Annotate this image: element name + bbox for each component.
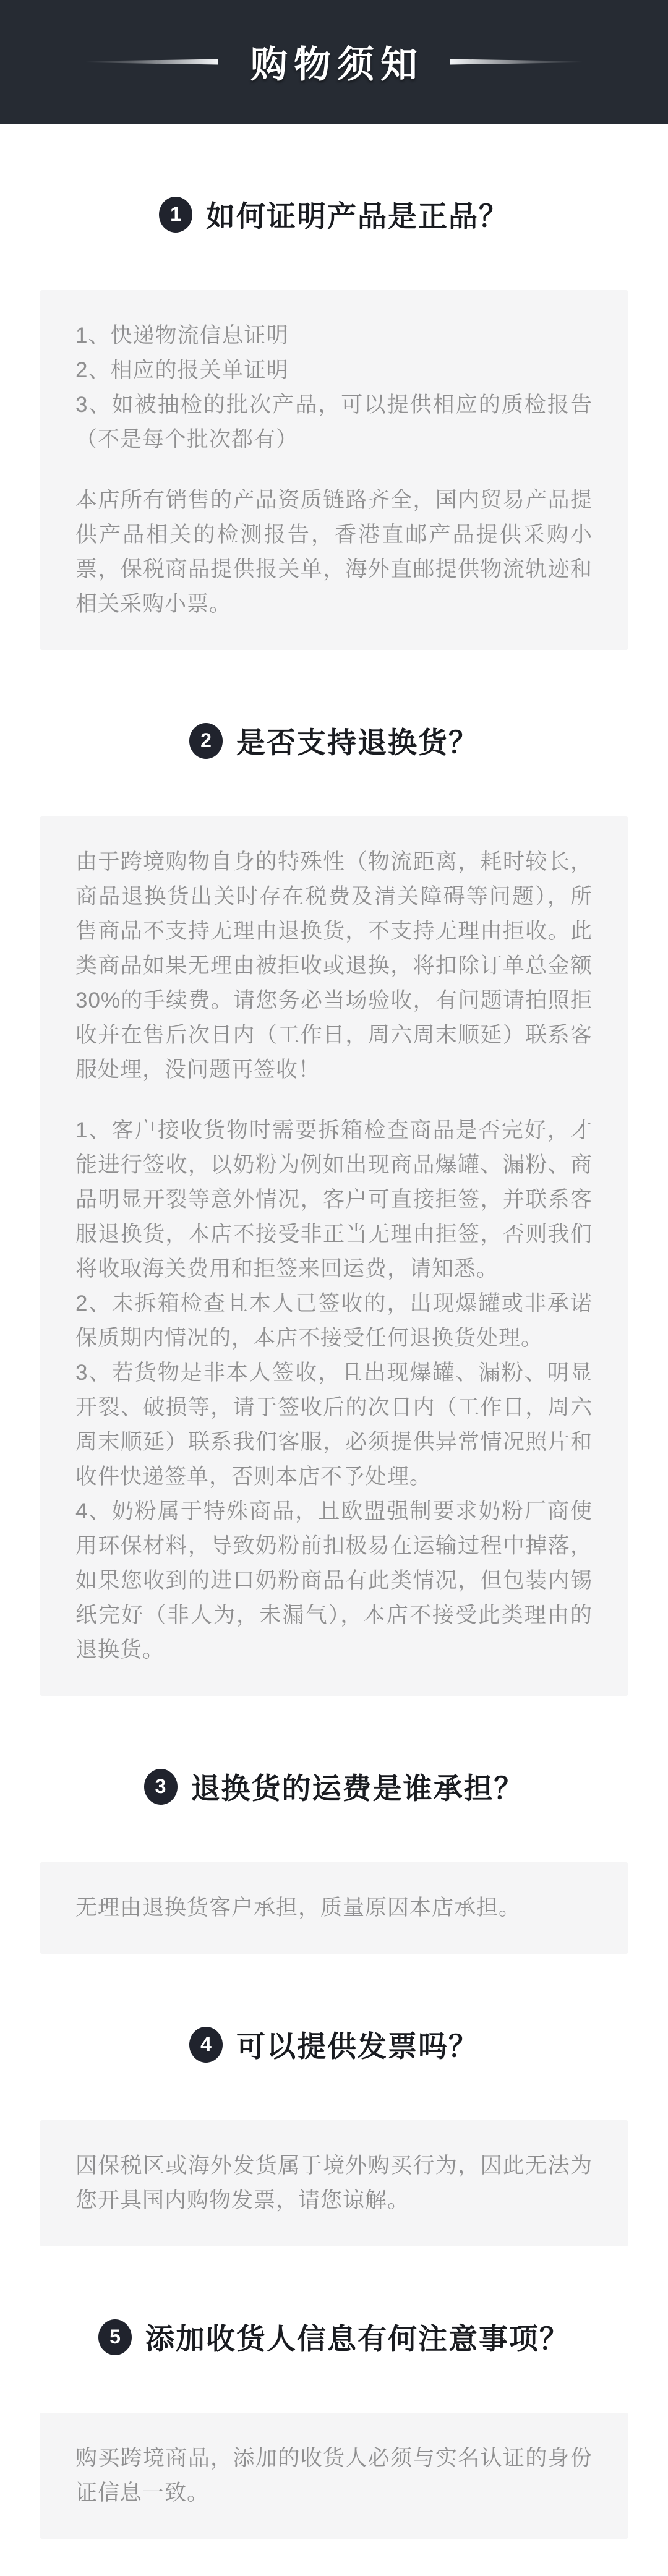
section-recipient-info xyxy=(0,2246,668,2539)
proof-line: 1、快递物流信息证明 xyxy=(75,323,289,348)
section-2-title: 是否支持退换货？ xyxy=(236,726,479,759)
section-authenticity xyxy=(0,124,668,650)
section-2-notice-box xyxy=(40,816,628,1696)
section-invoice xyxy=(0,1954,668,2246)
section-3-paragraph: 无理由退换货客户承担，质量原因本店承担。 xyxy=(75,1896,521,1920)
section-3-notice-box xyxy=(40,1862,628,1954)
section-5-paragraph: 购买跨境商品，添加的收货人必须与实名认证的身份证信息一致。 xyxy=(75,2446,593,2505)
section-5-number-badge: 5 xyxy=(98,2319,132,2355)
section-4-heading xyxy=(40,2000,628,2089)
paragraph-gap xyxy=(75,1087,593,1113)
header-divider-right xyxy=(450,59,583,65)
section-1-title: 如何证明产品是正品？ xyxy=(206,200,509,233)
returns-rule-item: 4、奶粉属于特殊商品，且欧盟强制要求奶粉厂商使用环保材料，导致奶粉前扣极易在运输过程中掉落，如果您收到的进口奶粉商品有此类情况，但包装内锡纸完好（非人为，未漏气），本店不接受此类理由的退换货。 xyxy=(75,1499,593,1662)
bottom-whitespace xyxy=(0,2539,668,2576)
page-title: 购物须知 xyxy=(250,44,424,85)
section-2-heading xyxy=(40,696,628,785)
returns-rule-item: 3、若货物是非本人签收，且出现爆罐、漏粉、明显开裂、破损等，请于签收后的次日内（工作日，周六周末顺延）联系我们客服，必须提供异常情况照片和收件快递签单，否则本店不予处理。 xyxy=(75,1361,593,1489)
header-divider-left xyxy=(85,59,218,65)
section-3-title: 退换货的运费是谁承担？ xyxy=(191,1772,525,1805)
section-4-paragraph: 因保税区或海外发货属于境外购买行为，因此无法为您开具国内购物发票，请您谅解。 xyxy=(75,2154,593,2212)
section-3-number-badge: 3 xyxy=(144,1769,178,1805)
proof-line: 3、如被抽检的批次产品，可以提供相应的质检报告（不是每个批次都有） xyxy=(75,393,593,451)
section-1-paragraph: 本店所有销售的产品资质链路齐全，国内贸易产品提供产品相关的检测报告，香港直邮产品提供采购小票，保税商品提供报关单，海外直邮提供物流轨迹和相关采购小票。 xyxy=(75,488,593,616)
section-2-number-badge: 2 xyxy=(189,723,223,759)
proof-line: 2、相应的报关单证明 xyxy=(75,358,289,382)
section-1-number-badge: 1 xyxy=(159,197,192,233)
section-5-title: 添加收货人信息有何注意事项？ xyxy=(145,2322,570,2355)
section-return-shipping-fee xyxy=(0,1696,668,1954)
section-returns-policy xyxy=(0,650,668,1696)
page-header xyxy=(0,0,668,124)
section-5-heading xyxy=(40,2292,628,2382)
section-1-heading xyxy=(40,169,628,259)
paragraph-gap xyxy=(75,457,593,483)
section-1-notice-box xyxy=(40,290,628,650)
returns-rule-item: 1、客户接收货物时需要拆箱检查商品是否完好，才能进行签收，以奶粉为例如出现商品爆罐、漏粉、商品明显开裂等意外情况，客户可直接拒签，并联系客服退换货，本店不接受非正当无理由拒签，否则我们将收取海关费用和拒签来回运费，请知悉。 xyxy=(75,1118,593,1281)
returns-rule-item: 2、未拆箱检查且本人已签收的，出现爆罐或非承诺保质期内情况的，本店不接受任何退换货处理。 xyxy=(75,1291,593,1350)
section-4-notice-box xyxy=(40,2120,628,2246)
section-2-paragraph: 由于跨境购物自身的特殊性（物流距离，耗时较长，商品退换货出关时存在税费及清关障碍等问题），所售商品不支持无理由退换货，不支持无理由拒收。此类商品如果无理由被拒收或退换，将扣除订单总金额30%的手续费。请您务必当场验收，有问题请拍照拒收并在售后次日内（工作日，周六周末顺延）联系客服处理，没问题再签收！ xyxy=(75,850,593,1082)
section-5-notice-box xyxy=(40,2413,628,2539)
section-3-heading xyxy=(40,1742,628,1831)
section-4-number-badge: 4 xyxy=(189,2027,223,2063)
section-4-title: 可以提供发票吗？ xyxy=(236,2030,479,2063)
